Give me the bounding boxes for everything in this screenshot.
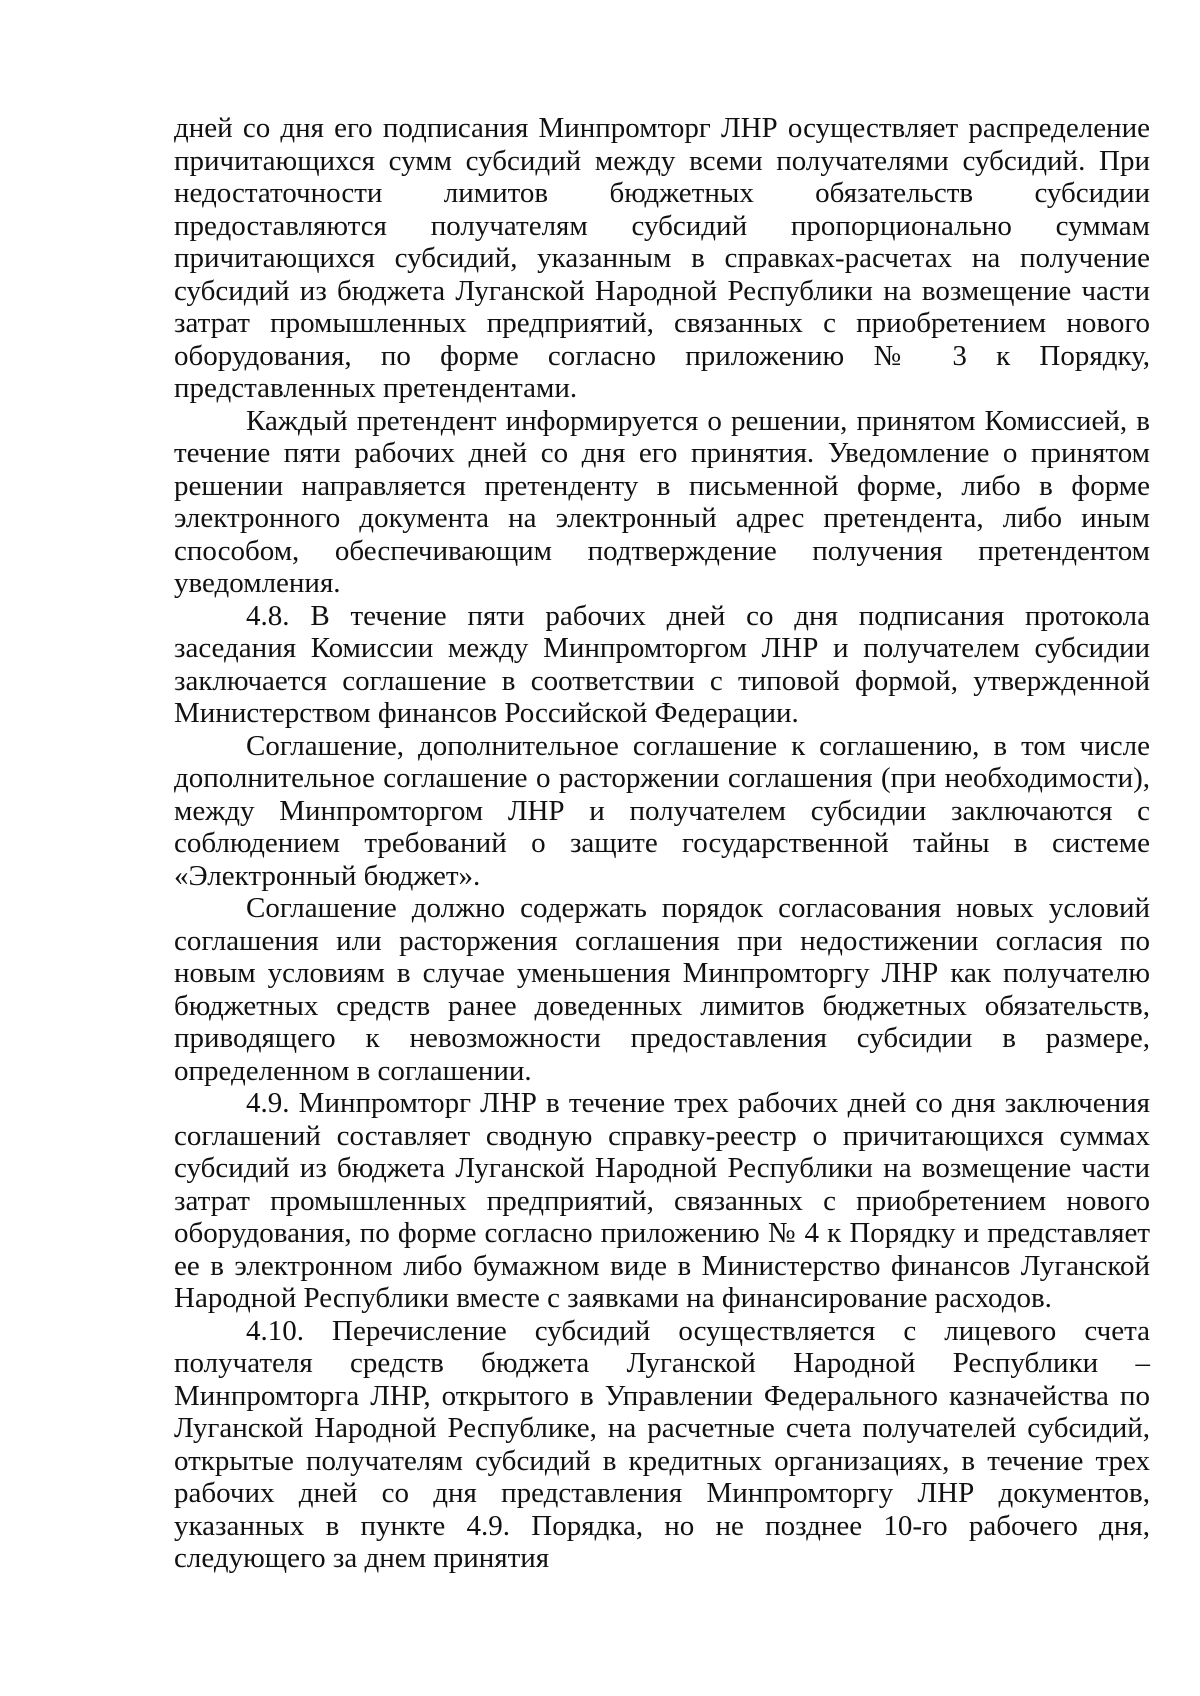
paragraph-agreement-terms: Соглашение должно содержать порядок согласования новых условий соглашения или расторжения соглашения при недостижении согласия по новым условиям в случае уменьшения Минпромторгу ЛНР как получателю бюджетных средств ранее доведенных лимитов бюджетных обязательств, приводящего к невозможности предоставления субсидии в размере, определенном в соглашении. [174,892,1150,1087]
paragraph-4-8: 4.8. В течение пяти рабочих дней со дня подписания протокола заседания Комиссии между Минпромторгом ЛНР и получателем субсидии заключается соглашение в соответствии с типовой формой, утвержденной Министерством финансов Российской Федерации. [174,599,1150,729]
paragraph-4-10: 4.10. Перечисление субсидий осуществляется с лицевого счета получателя средств бюджета Луганской Народной Республики – Минпромторга ЛНР, открытого в Управлении Федерального казначейства по Луганской Народной Республике, на расчетные счета получателей субсидий, открытые получателям субсидий в кредитных организациях, в течение трех рабочих дней со дня представления Минпромторгу ЛНР документов, указанных в пункте 4.9. Порядка, но не позднее 10-го рабочего дня, следующего за днем принятия [174,1314,1150,1574]
document-page [174,112,1150,1575]
paragraph-notification: Каждый претендент информируется о решении, принятом Комиссией, в течение пяти рабочих дней со дня его принятия. Уведомление о принятом решении направляется претенденту в письменной форме, либо в форме электронного документа на электронный адрес претендента, либо иным способом, обеспечивающим подтверждение получения претендентом уведомления. [174,404,1150,599]
paragraph-4-9: 4.9. Минпромторг ЛНР в течение трех рабочих дней со дня заключения соглашений составляет сводную справку-реестр о причитающихся суммах субсидий из бюджета Луганской Народной Республики на возмещение части затрат промышленных предприятий, связанных с приобретением нового оборудования, по форме согласно приложению № 4 к Порядку и представляет ее в электронном либо бумажном виде в Министерство финансов Луганской Народной Республики вместе с заявками на финансирование расходов. [174,1087,1150,1314]
paragraph-agreement-system: Соглашение, дополнительное соглашение к соглашению, в том числе дополнительное соглашение о расторжении соглашения (при необходимости), между Минпромторгом ЛНР и получателем субсидии заключаются с соблюдением требований о защите государственной тайны в системе «Электронный бюджет». [174,729,1150,892]
paragraph-distribution: дней со дня его подписания Минпромторг ЛНР осуществляет распределение причитающихся сумм субсидий между всеми получателями субсидий. При недостаточности лимитов бюджетных обязательств субсидии предоставляются получателям субсидий пропорционально суммам причитающихся субсидий, указанным в справках-расчетах на получение субсидий из бюджета Луганской Народной Республики на возмещение части затрат промышленных предприятий, связанных с приобретением нового оборудования, по форме согласно приложению № 3 к Порядку, представленных претендентами. [174,112,1150,404]
